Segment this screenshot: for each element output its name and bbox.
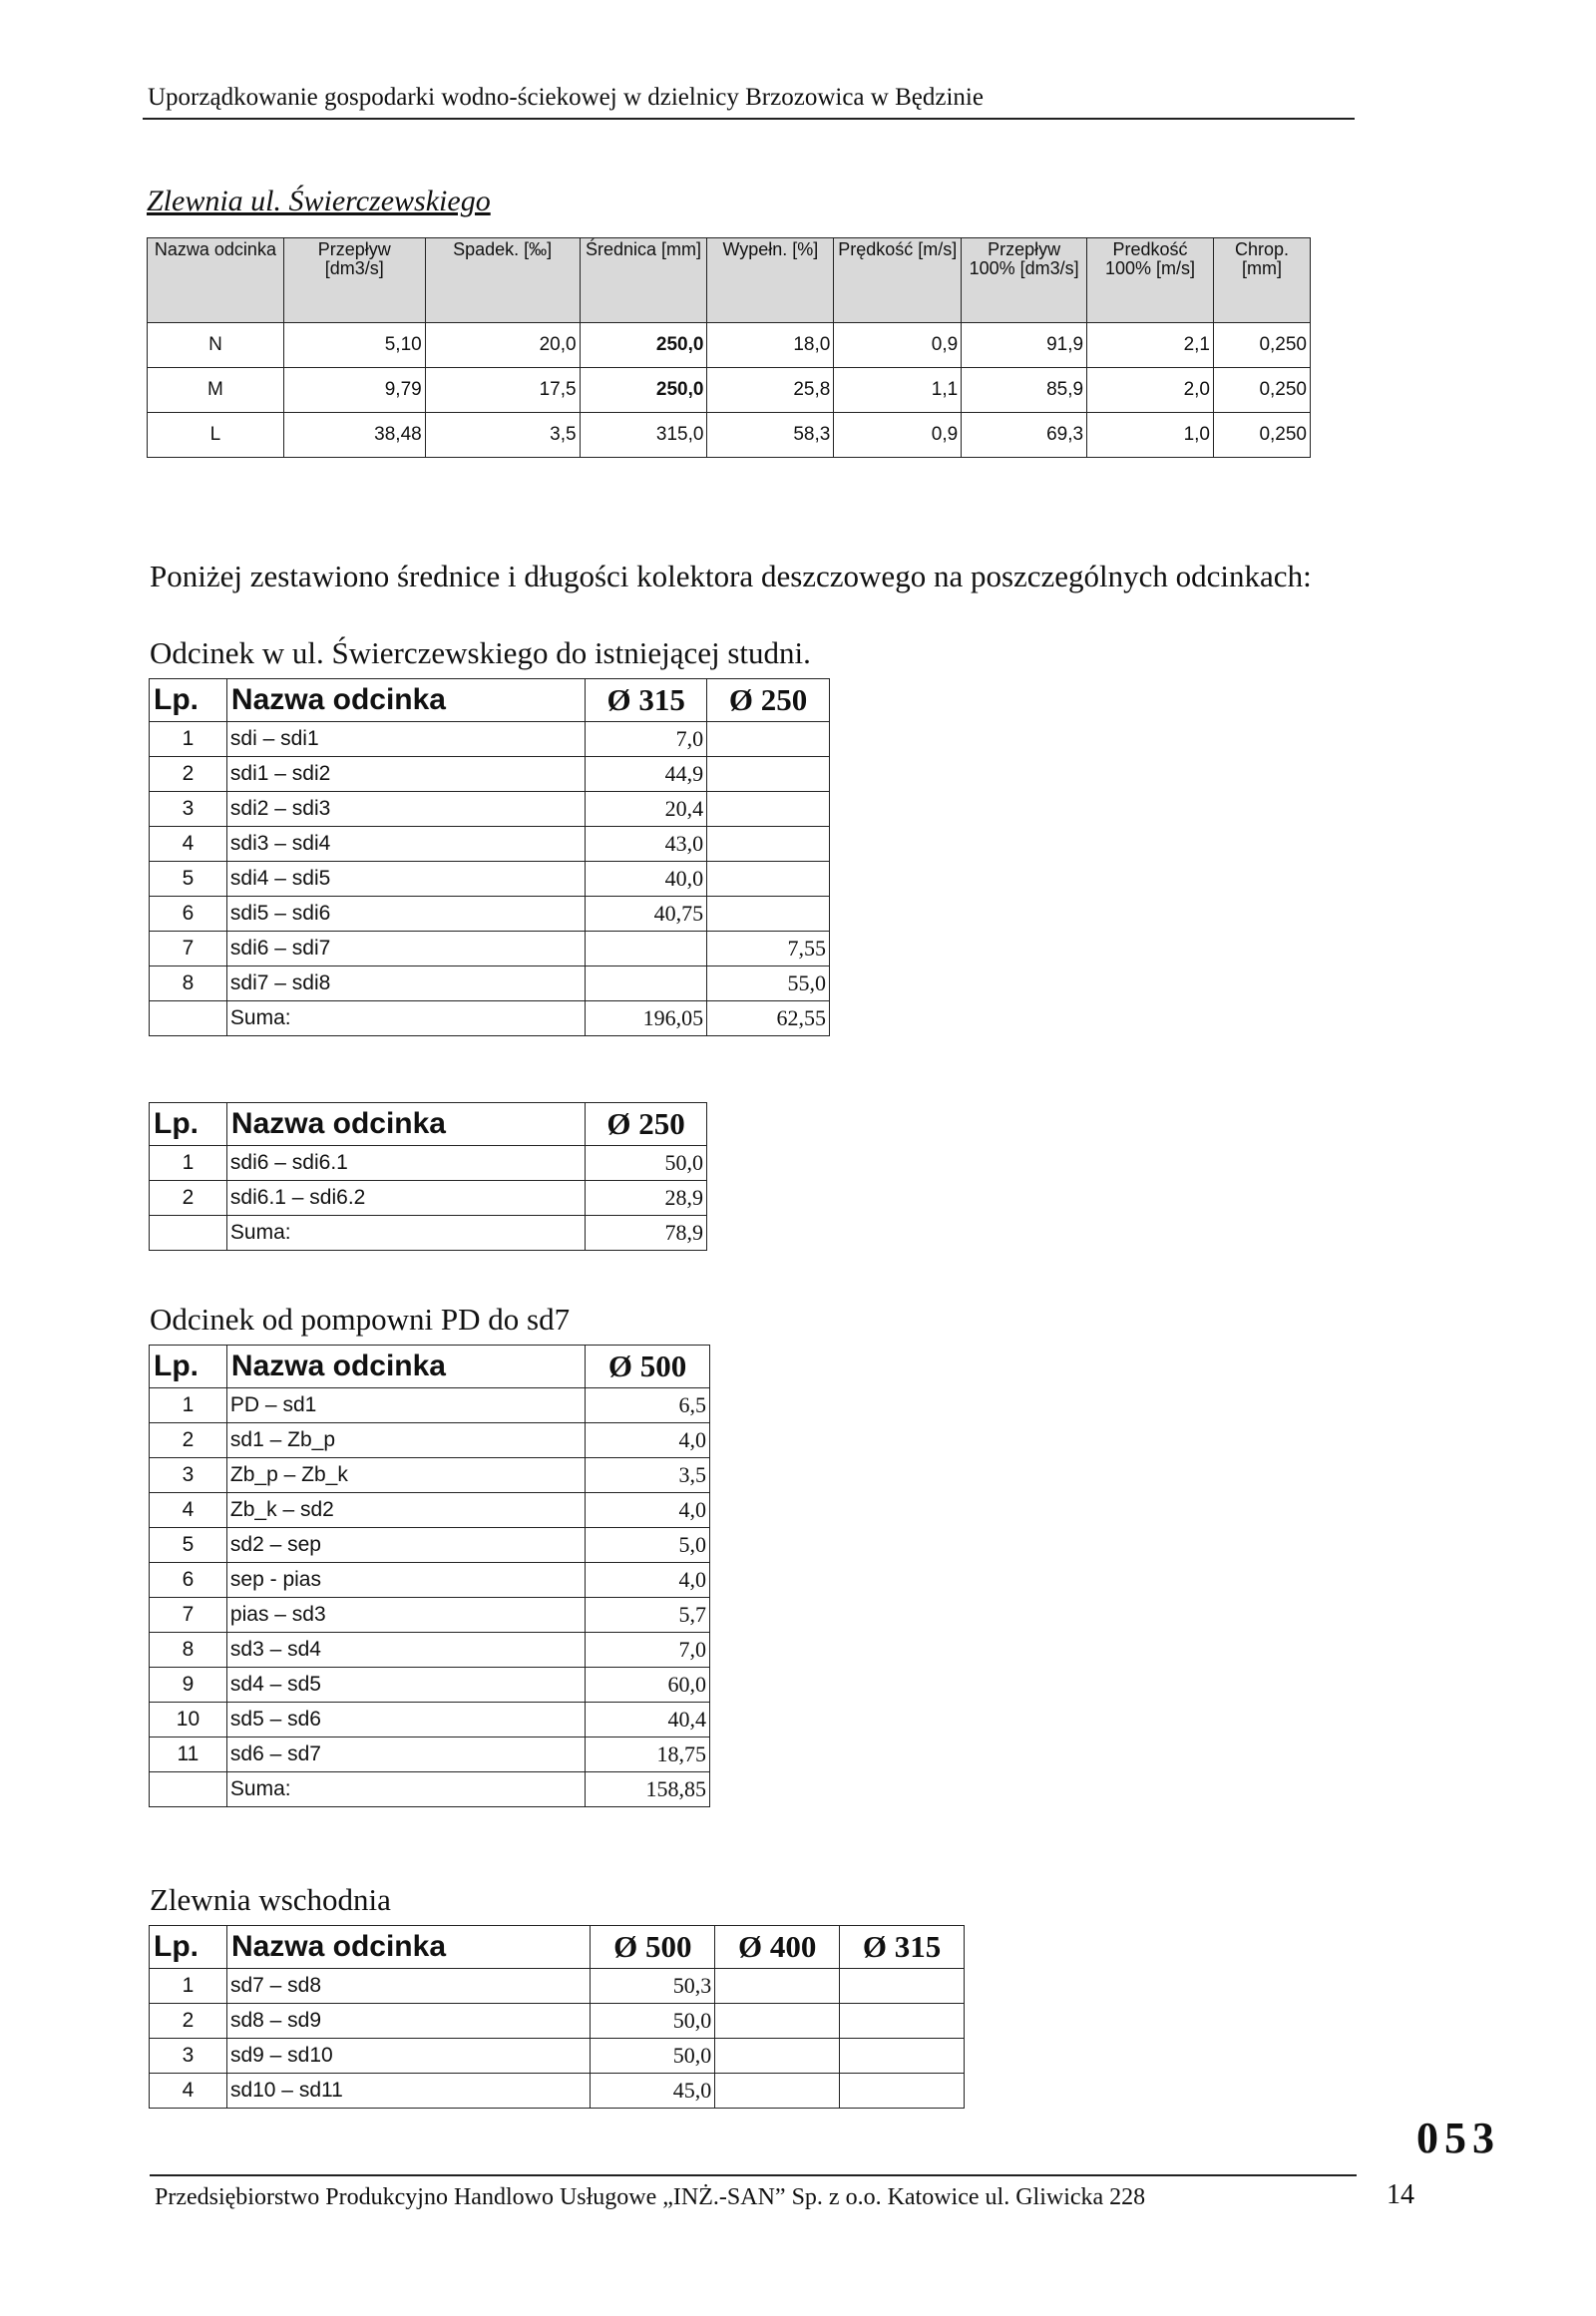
cell: 315,0 [580, 413, 707, 458]
header-cell: Lp. [150, 1346, 227, 1388]
table4-caption: Zlewnia wschodnia [150, 1882, 391, 1917]
table-row [150, 1772, 710, 1807]
cell: 250,0 [580, 368, 707, 413]
row-number: 1 [150, 722, 227, 757]
header-row [150, 1926, 965, 1969]
segment-name: sd2 – sep [226, 1528, 585, 1563]
segment-name: Zb_p – Zb_k [226, 1458, 585, 1493]
segment-table-2 [149, 1102, 707, 1251]
header-cell: Ø 500 [586, 1346, 710, 1388]
header-cell: Predkość 100% [m/s] [1087, 238, 1214, 323]
length-value [715, 2074, 840, 2109]
length-value: 28,9 [586, 1181, 707, 1216]
table-row [150, 2039, 965, 2074]
table-row [150, 1216, 707, 1251]
segment-name: sdi6 – sdi6.1 [226, 1146, 585, 1181]
cell: M [148, 368, 284, 413]
header-cell: Spadek. [‰] [425, 238, 580, 323]
length-value: 158,85 [586, 1772, 710, 1807]
length-value: 5,0 [586, 1528, 710, 1563]
length-value [707, 897, 830, 932]
row-number: 4 [150, 1493, 227, 1528]
table-row [150, 1001, 830, 1036]
row-number: 5 [150, 862, 227, 897]
segment-name: sd6 – sd7 [226, 1737, 585, 1772]
table-row [150, 862, 830, 897]
header-row [150, 679, 830, 722]
row-number [150, 1216, 227, 1251]
segment-name: pias – sd3 [226, 1598, 585, 1633]
header-row [150, 1346, 710, 1388]
segment-name: sd3 – sd4 [226, 1633, 585, 1668]
table-row [150, 1969, 965, 2004]
length-value: 4,0 [586, 1493, 710, 1528]
row-number: 10 [150, 1703, 227, 1737]
length-value: 7,55 [707, 932, 830, 966]
cell: 250,0 [580, 323, 707, 368]
cell: 3,5 [425, 413, 580, 458]
segment-name: sdi2 – sdi3 [226, 792, 585, 827]
length-value: 62,55 [707, 1001, 830, 1036]
table-row [150, 1563, 710, 1598]
length-value [840, 2004, 965, 2039]
table1-caption: Odcinek w ul. Świerczewskiego do istniejącej studni. [150, 635, 811, 670]
cell: 0,250 [1214, 368, 1311, 413]
table-row [150, 1388, 710, 1423]
segment-name: sdi – sdi1 [226, 722, 585, 757]
table-row [150, 1528, 710, 1563]
row-number: 3 [150, 2039, 227, 2074]
length-value: 7,0 [586, 1633, 710, 1668]
header-cell: Lp. [150, 679, 227, 722]
length-value: 5,7 [586, 1598, 710, 1633]
header-cell: Nazwa odcinka [226, 679, 585, 722]
header-cell: Ø 500 [591, 1926, 715, 1969]
length-value [840, 2074, 965, 2109]
table-row [150, 1146, 707, 1181]
table-row [150, 757, 830, 792]
document-header: Uporządkowanie gospodarki wodno-ściekowej w dzielnicy Brzozowica w Będzinie [148, 84, 984, 111]
length-value: 50,3 [591, 1969, 715, 2004]
table-row [148, 368, 1311, 413]
row-number: 1 [150, 1969, 227, 2004]
header-cell: Ø 250 [586, 1103, 707, 1146]
length-value: 55,0 [707, 966, 830, 1001]
length-value: 4,0 [586, 1423, 710, 1458]
table-row [150, 1493, 710, 1528]
segment-name: sdi7 – sdi8 [226, 966, 585, 1001]
row-number: 7 [150, 1598, 227, 1633]
length-value: 43,0 [586, 827, 707, 862]
cell: 0,250 [1214, 323, 1311, 368]
header-cell: Nazwa odcinka [226, 1346, 585, 1388]
segment-name: sep - pias [226, 1563, 585, 1598]
length-value [707, 792, 830, 827]
segment-name: PD – sd1 [226, 1388, 585, 1423]
segment-name: sdi3 – sdi4 [226, 827, 585, 862]
header-cell: Chrop. [mm] [1214, 238, 1311, 323]
cell: 0,9 [834, 413, 962, 458]
row-number: 1 [150, 1146, 227, 1181]
table3-caption: Odcinek od pompowni PD do sd7 [150, 1302, 571, 1337]
row-number: 11 [150, 1737, 227, 1772]
row-number: 3 [150, 792, 227, 827]
header-cell: Prędkość [m/s] [834, 238, 962, 323]
segment-name: sd1 – Zb_p [226, 1423, 585, 1458]
cell: 69,3 [962, 413, 1087, 458]
length-value: 60,0 [586, 1668, 710, 1703]
document-footer: Przedsiębiorstwo Produkcyjno Handlowo Usługowe „INŻ.-SAN” Sp. z o.o. Katowice ul. Gliwicka 228 [155, 2184, 1146, 2210]
segment-name: sdi5 – sdi6 [226, 897, 585, 932]
length-value [586, 966, 707, 1001]
length-value [715, 1969, 840, 2004]
table-row [150, 1458, 710, 1493]
length-value: 50,0 [591, 2039, 715, 2074]
segment-name: sd5 – sd6 [226, 1703, 585, 1737]
table-row [148, 323, 1311, 368]
table-row [150, 722, 830, 757]
cell: 20,0 [425, 323, 580, 368]
intro-paragraph: Poniżej zestawiono średnice i długości kolektora deszczowego na poszczególnych odcinkach: [150, 559, 1312, 593]
length-value [840, 2039, 965, 2074]
row-number: 2 [150, 2004, 227, 2039]
segment-table-1 [149, 678, 830, 1036]
table-row [150, 932, 830, 966]
row-number: 9 [150, 1668, 227, 1703]
page-stamp: 053 [1416, 2114, 1500, 2162]
length-value: 4,0 [586, 1563, 710, 1598]
cell: 17,5 [425, 368, 580, 413]
table-row [150, 1598, 710, 1633]
row-number: 8 [150, 1633, 227, 1668]
segment-name: Zb_k – sd2 [226, 1493, 585, 1528]
header-cell: Nazwa odcinka [148, 238, 284, 323]
header-cell: Ø 250 [707, 679, 830, 722]
length-value [707, 862, 830, 897]
cell: 9,79 [283, 368, 425, 413]
footer-rule [150, 2174, 1357, 2176]
header-cell: Lp. [150, 1926, 227, 1969]
row-number: 1 [150, 1388, 227, 1423]
segment-name: Suma: [226, 1001, 585, 1036]
length-value: 196,05 [586, 1001, 707, 1036]
segment-name: sd8 – sd9 [226, 2004, 590, 2039]
length-value [840, 1969, 965, 2004]
table-row [150, 1737, 710, 1772]
row-number: 7 [150, 932, 227, 966]
table-row [150, 827, 830, 862]
cell: 18,0 [707, 323, 834, 368]
segment-name: sd7 – sd8 [226, 1969, 590, 2004]
page-number: 14 [1387, 2179, 1414, 2210]
cell: 38,48 [283, 413, 425, 458]
header-rule [143, 118, 1355, 120]
header-cell: Lp. [150, 1103, 227, 1146]
cell: 2,0 [1087, 368, 1214, 413]
segment-name: Suma: [226, 1772, 585, 1807]
segment-name: sd9 – sd10 [226, 2039, 590, 2074]
length-value: 18,75 [586, 1737, 710, 1772]
row-number: 6 [150, 1563, 227, 1598]
row-number: 4 [150, 827, 227, 862]
row-number: 8 [150, 966, 227, 1001]
segment-name: sdi1 – sdi2 [226, 757, 585, 792]
length-value: 6,5 [586, 1388, 710, 1423]
length-value: 40,75 [586, 897, 707, 932]
header-row [150, 1103, 707, 1146]
length-value: 40,4 [586, 1703, 710, 1737]
length-value [707, 827, 830, 862]
row-number: 4 [150, 2074, 227, 2109]
header-cell: Ø 315 [586, 679, 707, 722]
header-cell: Ø 400 [715, 1926, 840, 1969]
length-value: 20,4 [586, 792, 707, 827]
cell: N [148, 323, 284, 368]
table-row [150, 2004, 965, 2039]
cell: 1,1 [834, 368, 962, 413]
section-title: Zlewnia ul. Świerczewskiego [147, 185, 491, 217]
segment-table-3 [149, 1345, 710, 1807]
cell: 5,10 [283, 323, 425, 368]
header-cell: Przepływ 100% [dm3/s] [962, 238, 1087, 323]
length-value: 50,0 [591, 2004, 715, 2039]
header-cell: Nazwa odcinka [226, 1926, 590, 1969]
row-number: 2 [150, 1423, 227, 1458]
row-number: 5 [150, 1528, 227, 1563]
length-value: 44,9 [586, 757, 707, 792]
header-cell: Średnica [mm] [580, 238, 707, 323]
length-value [707, 757, 830, 792]
segment-name: sd10 – sd11 [226, 2074, 590, 2109]
header-cell: Nazwa odcinka [226, 1103, 585, 1146]
table-row [150, 2074, 965, 2109]
row-number [150, 1772, 227, 1807]
segment-table-4 [149, 1925, 965, 2109]
cell: 58,3 [707, 413, 834, 458]
length-value [715, 2039, 840, 2074]
table-row [150, 966, 830, 1001]
table-row [150, 1633, 710, 1668]
header-cell: Ø 315 [840, 1926, 965, 1969]
segment-name: sdi6 – sdi7 [226, 932, 585, 966]
length-value: 3,5 [586, 1458, 710, 1493]
cell: 85,9 [962, 368, 1087, 413]
cell: 0,250 [1214, 413, 1311, 458]
cell: 1,0 [1087, 413, 1214, 458]
row-number: 3 [150, 1458, 227, 1493]
length-value: 45,0 [591, 2074, 715, 2109]
table-row [150, 1703, 710, 1737]
cell: 91,9 [962, 323, 1087, 368]
header-cell: Wypełn. [%] [707, 238, 834, 323]
hydraulic-table [147, 237, 1311, 458]
length-value: 78,9 [586, 1216, 707, 1251]
cell: 25,8 [707, 368, 834, 413]
length-value: 40,0 [586, 862, 707, 897]
length-value: 7,0 [586, 722, 707, 757]
segment-name: sd4 – sd5 [226, 1668, 585, 1703]
row-number [150, 1001, 227, 1036]
row-number: 2 [150, 757, 227, 792]
length-value [586, 932, 707, 966]
table-row [150, 792, 830, 827]
segment-name: sdi4 – sdi5 [226, 862, 585, 897]
table-row [150, 1181, 707, 1216]
length-value: 50,0 [586, 1146, 707, 1181]
row-number: 2 [150, 1181, 227, 1216]
cell: 0,9 [834, 323, 962, 368]
length-value [707, 722, 830, 757]
table-row [148, 413, 1311, 458]
header-cell: Przepływ [dm3/s] [283, 238, 425, 323]
segment-name: sdi6.1 – sdi6.2 [226, 1181, 585, 1216]
table-row [150, 897, 830, 932]
table-row [150, 1668, 710, 1703]
hydraulic-header-row [148, 238, 1311, 323]
table-row [150, 1423, 710, 1458]
row-number: 6 [150, 897, 227, 932]
length-value [715, 2004, 840, 2039]
cell: 2,1 [1087, 323, 1214, 368]
segment-name: Suma: [226, 1216, 585, 1251]
cell: L [148, 413, 284, 458]
